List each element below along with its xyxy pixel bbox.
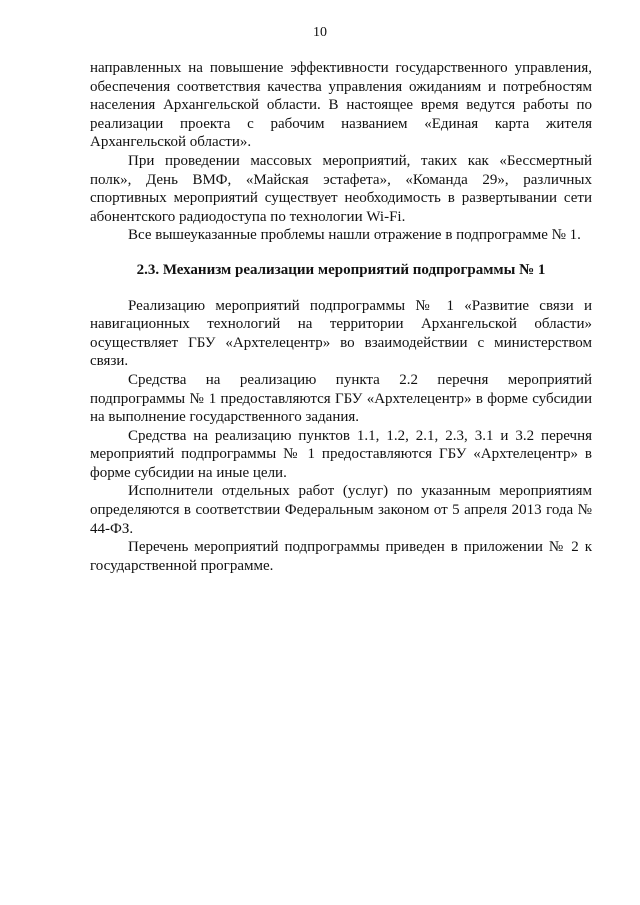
document-body xyxy=(90,59,592,575)
paragraph-contractors: Исполнители отдельных работ (услуг) по указанным мероприятиям определяются в соответствии Федеральным законом от 5 апреля 2013 года № 44-ФЗ. xyxy=(90,483,592,537)
paragraph-continuation: направленных на повышение эффективности государственного управления, обеспечения соответствия качества управления ожиданиям и потребностям населения Архангельской области. В настоящее время ведутся работы по реализации проекта с рабочим названием «Единая карта жителя Архангельской области». xyxy=(90,60,592,151)
paragraph-funding-item-2-2: Средства на реализацию пункта 2.2 перечня мероприятий подпрограммы № 1 предоставляются ГБУ «Архтелецентр» в форме субсидии на выполнение государственного задания. xyxy=(90,371,592,426)
paragraph-problems-summary: Все вышеуказанные проблемы нашли отражение в подпрограмме № 1. xyxy=(128,227,581,244)
paragraph-mass-events: При проведении массовых мероприятий, таких как «Бессмертный полк», День ВМФ, «Майская эстафета», «Команда 29», различных спортивных мероприятий существует необходимость в развертывании сети абонентского радиодоступа по технологии Wi-Fi. xyxy=(90,152,592,225)
section-heading: 2.3. Механизм реализации мероприятий подпрограммы № 1 xyxy=(136,261,546,278)
paragraph-appendix-reference: Перечень мероприятий подпрограммы приведен в приложении № 2 к государственной программе. xyxy=(90,539,592,574)
page-number: 10 xyxy=(313,25,327,40)
paragraph-funding-other-items: Средства на реализацию пунктов 1.1, 1.2, 2.1, 2.3, 3.1 и 3.2 перечня мероприятий подпрограммы № 1 предоставляются ГБУ «Архтелецентр» в форме субсидии на иные цели. xyxy=(90,427,592,481)
paragraph-implementation: Реализацию мероприятий подпрограммы № 1 «Развитие связи и навигационных технологий на территории Архангельской области» осуществляет ГБУ «Архтелецентр» во взаимодействии с министерством связи. xyxy=(90,297,592,370)
